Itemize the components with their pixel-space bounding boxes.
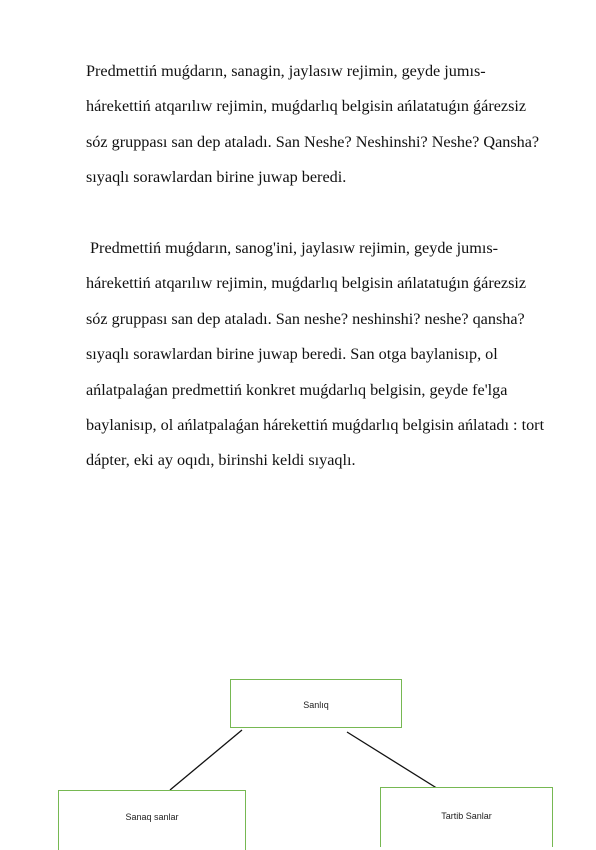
diagram-node-root <box>230 679 402 728</box>
diagram-node-root-label: Sanlıq <box>303 700 329 710</box>
diagram-node-right-label: Tartib Sanlar <box>441 811 492 821</box>
paragraph-1: Predmettiń muǵdarın, sanagin, jaylasıw rejimin, geyde jumıs-hárekettiń atqarılıw rejimin, muǵdarlıq belgisin ańlatatuǵın ǵárezsiz sóz gruppası san dep ataladı. San Neshe? Neshinshi? Neshe? Qansha? sıyaqlı sorawlardan birine juwap beredi. <box>86 62 540 187</box>
diagram-node-right <box>380 787 553 847</box>
connector-left <box>170 730 242 790</box>
paragraph-2: Predmettiń muǵdarın, sanog'ini, jaylasıw rejimin, geyde jumıs-hárekettiń atqarılıw rejimin, muǵdarlıq belgisin ańlatatuǵın ǵárezsiz sóz gruppası san dep ataladı. San neshe? neshinshi? neshe? qansha? sıyaqlı sorawlardan birine juwap beredi. San otga baylanisıp, ol ańlatpalaǵan predmettiń konkret muǵdarlıq belgisin, geyde fe'lga baylanisıp, ol ańlatpalaǵan hárekettiń muǵdarlıq belgisin ańlatadı : tort dápter, eki ay oqıdı, birinshi keldi sıyaqlı. <box>86 239 545 470</box>
diagram-node-left-label: Sanaq sanlar <box>125 812 179 822</box>
diagram-node-left <box>58 790 246 850</box>
